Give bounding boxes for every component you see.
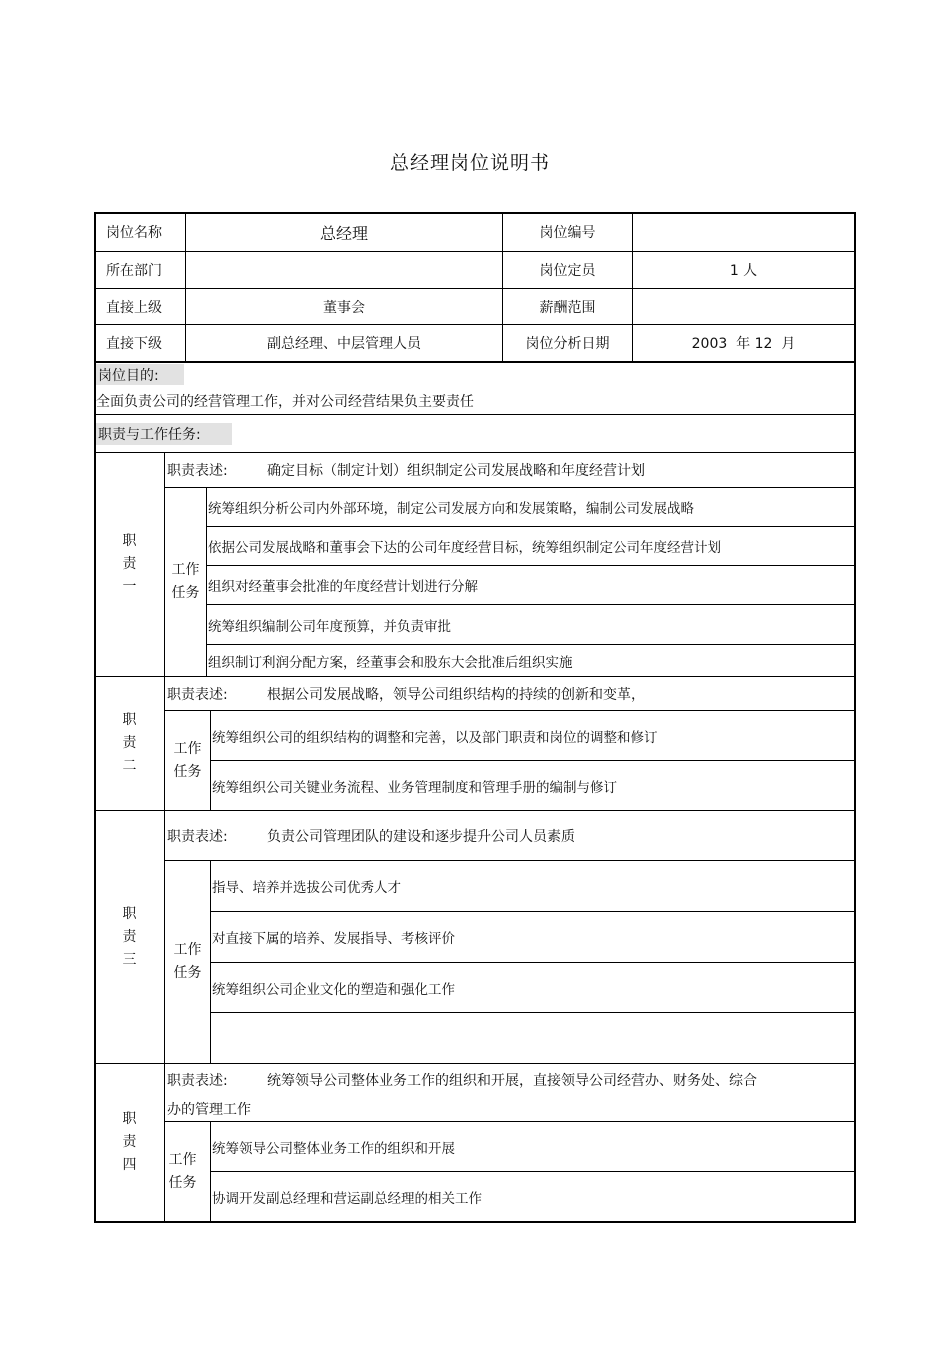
task-item: 统筹组织分析公司内外部环境，制定公司发展方向和发展策略，编制公司发展战略 xyxy=(208,501,694,517)
duty-statement-label: 职责表述: xyxy=(167,463,228,479)
duty-name-char: 三 xyxy=(122,951,137,968)
value-department xyxy=(186,252,502,288)
work-task-label-line: 任务 xyxy=(168,1174,197,1191)
task-item: 依据公司发展战略和董事会下达的公司年度经营目标，统筹组织制定公司年度经营计划 xyxy=(208,540,721,556)
label-position-code: 岗位编号 xyxy=(539,225,596,241)
label-headcount: 岗位定员 xyxy=(539,263,596,279)
value-salary-range xyxy=(633,289,854,324)
duty-name-char: 责 xyxy=(122,735,137,751)
work-task-label xyxy=(165,861,210,1063)
duties-label: 职责与工作任务: xyxy=(96,423,232,445)
task-item: 指导、培养并选拔公司优秀人才 xyxy=(212,880,401,896)
work-task-label-line: 工作 xyxy=(173,740,202,757)
duty-name-4 xyxy=(95,1064,164,1221)
task-item: 协调开发副总经理和营运副总经理的相关工作 xyxy=(212,1190,482,1207)
work-task-label-line: 工作 xyxy=(171,562,200,578)
value-position-code xyxy=(633,213,854,251)
row-divider xyxy=(94,414,855,415)
duty-name-char: 二 xyxy=(122,758,137,774)
task-item: 统筹领导公司整体业务工作的组织和开展 xyxy=(212,1140,455,1157)
duty-name-char: 职 xyxy=(122,1111,137,1127)
duty-statement-label: 职责表述: xyxy=(167,686,228,703)
col-divider xyxy=(206,487,207,676)
work-task-label-line: 任务 xyxy=(173,763,202,780)
task-item: 统筹组织公司企业文化的塑造和强化工作 xyxy=(212,981,455,998)
label-direct-superior: 直接上级 xyxy=(106,299,162,316)
work-task-label xyxy=(165,711,210,810)
duty-statement: 统筹领导公司整体业务工作的组织和开展，直接领导公司经营办、财务处、综合 xyxy=(267,1073,757,1089)
task-item: 统筹组织公司关键业务流程、业务管理制度和管理手册的编制与修订 xyxy=(212,779,617,796)
value-analysis-date: 2003 年 12 月 xyxy=(691,336,796,352)
duty-statement: 负责公司管理团队的建设和逐步提升公司人员素质 xyxy=(267,828,575,845)
duty-name-char: 责 xyxy=(122,928,137,945)
work-task-label-line: 任务 xyxy=(171,585,200,601)
label-position-name: 岗位名称 xyxy=(106,225,162,241)
value-position-name: 总经理 xyxy=(319,223,368,243)
work-task-label-line: 任务 xyxy=(173,965,202,981)
table-bottom-border xyxy=(94,1221,856,1223)
duty-name-1 xyxy=(95,453,164,676)
task-item: 对直接下属的培养、发展指导、考核评价 xyxy=(212,931,455,947)
value-headcount: 1 人 xyxy=(729,263,758,279)
task-item: 统筹组织公司的组织结构的调整和完善，以及部门职责和岗位的调整和修订 xyxy=(212,729,658,746)
duty-name-char: 四 xyxy=(122,1157,137,1173)
value-direct-superior: 董事会 xyxy=(323,299,365,316)
duty-statement-label: 职责表述: xyxy=(167,1073,228,1089)
label-salary-range: 薪酬范围 xyxy=(539,299,596,316)
document-title: 总经理岗位说明书 xyxy=(389,152,550,174)
work-task-label-line: 工作 xyxy=(173,942,202,958)
task-item: 组织制订利润分配方案，经董事会和股东大会批准后组织实施 xyxy=(208,654,573,671)
duty-name-char: 责 xyxy=(122,556,137,572)
work-task-label xyxy=(165,1122,200,1221)
task-item: 组织对经董事会批准的年度经营计划进行分解 xyxy=(208,579,478,595)
duty-name-3 xyxy=(95,811,164,1063)
label-department: 所在部门 xyxy=(106,263,162,279)
duty-name-char: 职 xyxy=(122,712,137,728)
duty-name-char: 一 xyxy=(122,579,137,595)
duty-statement-label: 职责表述: xyxy=(167,828,228,845)
table-right-border xyxy=(854,212,856,1223)
duty-statement: 根据公司发展战略，领导公司组织结构的持续的创新和变革， xyxy=(267,686,645,703)
duty-statement: 确定目标（制定计划）组织制定公司发展战略和年度经营计划 xyxy=(267,463,645,479)
task-item xyxy=(212,1013,848,1063)
duty-name-char: 职 xyxy=(122,533,137,549)
label-analysis-date: 岗位分析日期 xyxy=(525,336,610,352)
label-direct-subordinate: 直接下级 xyxy=(106,336,162,352)
duty-name-char: 责 xyxy=(122,1134,137,1150)
work-task-label xyxy=(165,488,206,676)
row-divider xyxy=(94,1063,855,1064)
duty-name-char: 职 xyxy=(122,905,137,922)
work-task-label-line: 工作 xyxy=(168,1151,197,1168)
purpose-text: 全面负责公司的经营管理工作，并对公司经营结果负主要责任 xyxy=(96,394,474,410)
duty-statement-continued: 办的管理工作 xyxy=(167,1102,251,1118)
value-direct-subordinate: 副总经理、中层管理人员 xyxy=(267,336,421,352)
duty-name-2 xyxy=(95,677,164,810)
purpose-label: 岗位目的: xyxy=(96,364,184,385)
task-item: 统筹组织编制公司年度预算，并负责审批 xyxy=(208,618,451,635)
row-divider xyxy=(94,361,855,363)
